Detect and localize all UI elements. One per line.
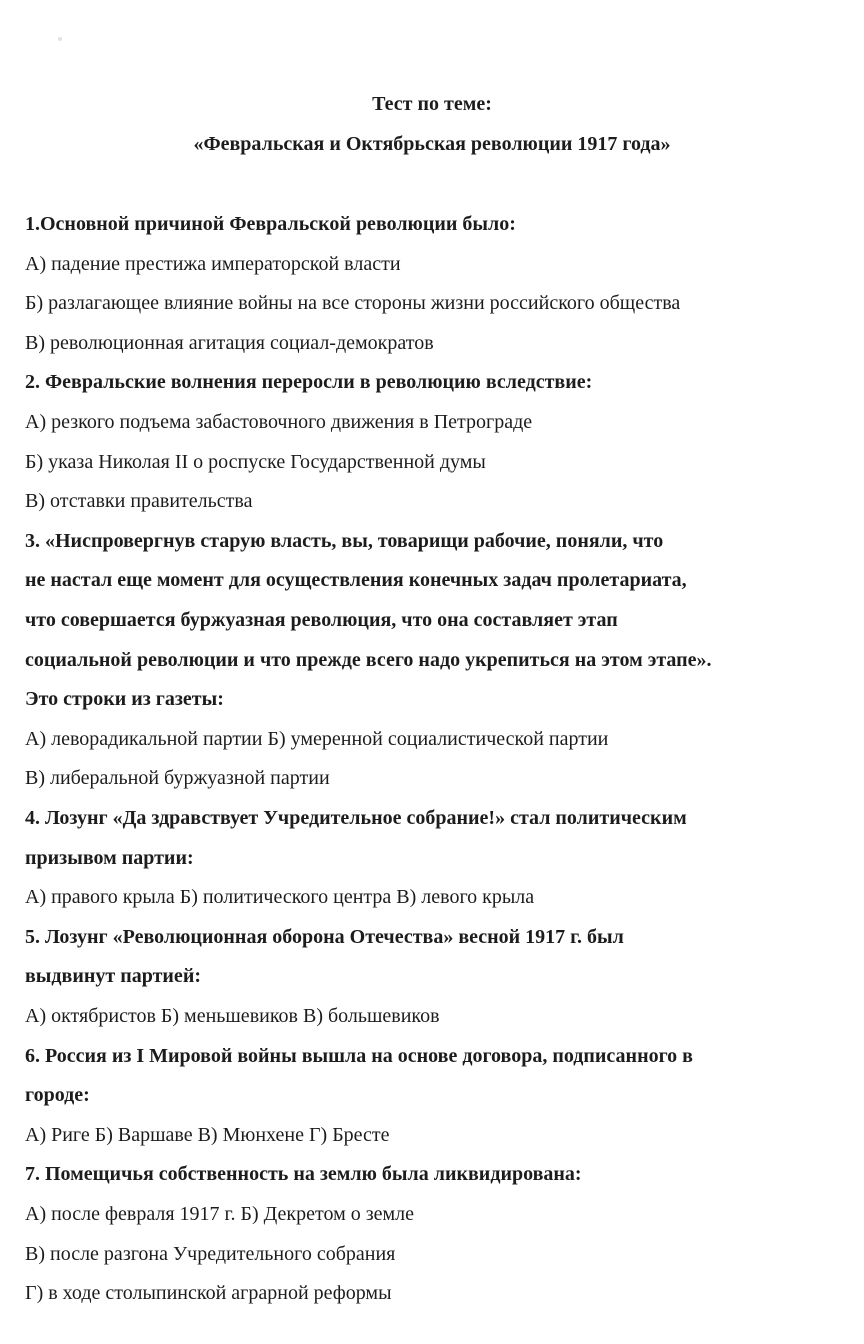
question-text: социальной революции и что прежде всего надо укрепиться на этом этапе». [25,648,712,671]
answer-option: Г) в ходе столыпинской аграрной реформы [25,1282,392,1305]
question-text: 1.Основной причиной Февральской революции было: [25,213,516,235]
answer-option: А) правого крыла Б) политического центра В) левого крыла [25,886,535,909]
answer-option: А) Риге Б) Варшаве В) Мюнхене Г) Бресте [25,1123,390,1146]
document-title: Тест по теме: [372,93,492,115]
answer-option: В) после разгона Учредительного собрания [25,1242,396,1265]
answer-option: Б) разлагающее влияние войны на все стороны жизни российского общества [25,292,681,315]
question-text: Это строки из газеты: [25,688,224,711]
answer-option: А) октябристов Б) меньшевиков В) большевиков [25,1005,440,1027]
document-subtitle: «Февральская и Октябрьская революции 1917 года» [193,133,671,155]
answer-option: А) падение престижа императорской власти [25,252,401,275]
question-text: призывом партии: [25,846,194,869]
question-text: городе: [25,1084,90,1107]
question-text: 3. «Ниспровергнув старую власть, вы, товарищи рабочие, поняли, что [25,529,664,552]
question-text: 5. Лозунг «Революционная оборона Отечества» весной 1917 г. был [25,925,624,948]
answer-option: А) леворадикальной партии Б) умеренной социалистической партии [25,727,609,750]
question-text: 4. Лозунг «Да здравствует Учредительное собрание!» стал политическим [25,807,687,829]
question-text: что совершается буржуазная революция, что она составляет этап [25,609,618,631]
question-text: 7. Помещичья собственность на землю была ликвидирована: [25,1163,582,1186]
scan-speck [58,37,62,41]
answer-option: А) после февраля 1917 г. Б) Декретом о земле [25,1203,415,1225]
answer-option: В) революционная агитация социал-демократов [25,331,434,354]
answer-option: Б) указа Николая II о роспуске Государственной думы [25,450,486,473]
answer-option: В) либеральной буржуазной партии [25,767,330,790]
question-text: не настал еще момент для осуществления конечных задач пролетариата, [25,569,687,592]
question-text: 2. Февральские волнения переросли в революцию вследствие: [25,371,593,394]
answer-option: В) отставки правительства [25,490,253,513]
question-text: выдвинут партией: [25,965,201,988]
answer-option: А) резкого подъема забастовочного движения в Петрограде [25,411,533,433]
question-text: 6. Россия из I Мировой войны вышла на основе договора, подписанного в [25,1044,693,1067]
